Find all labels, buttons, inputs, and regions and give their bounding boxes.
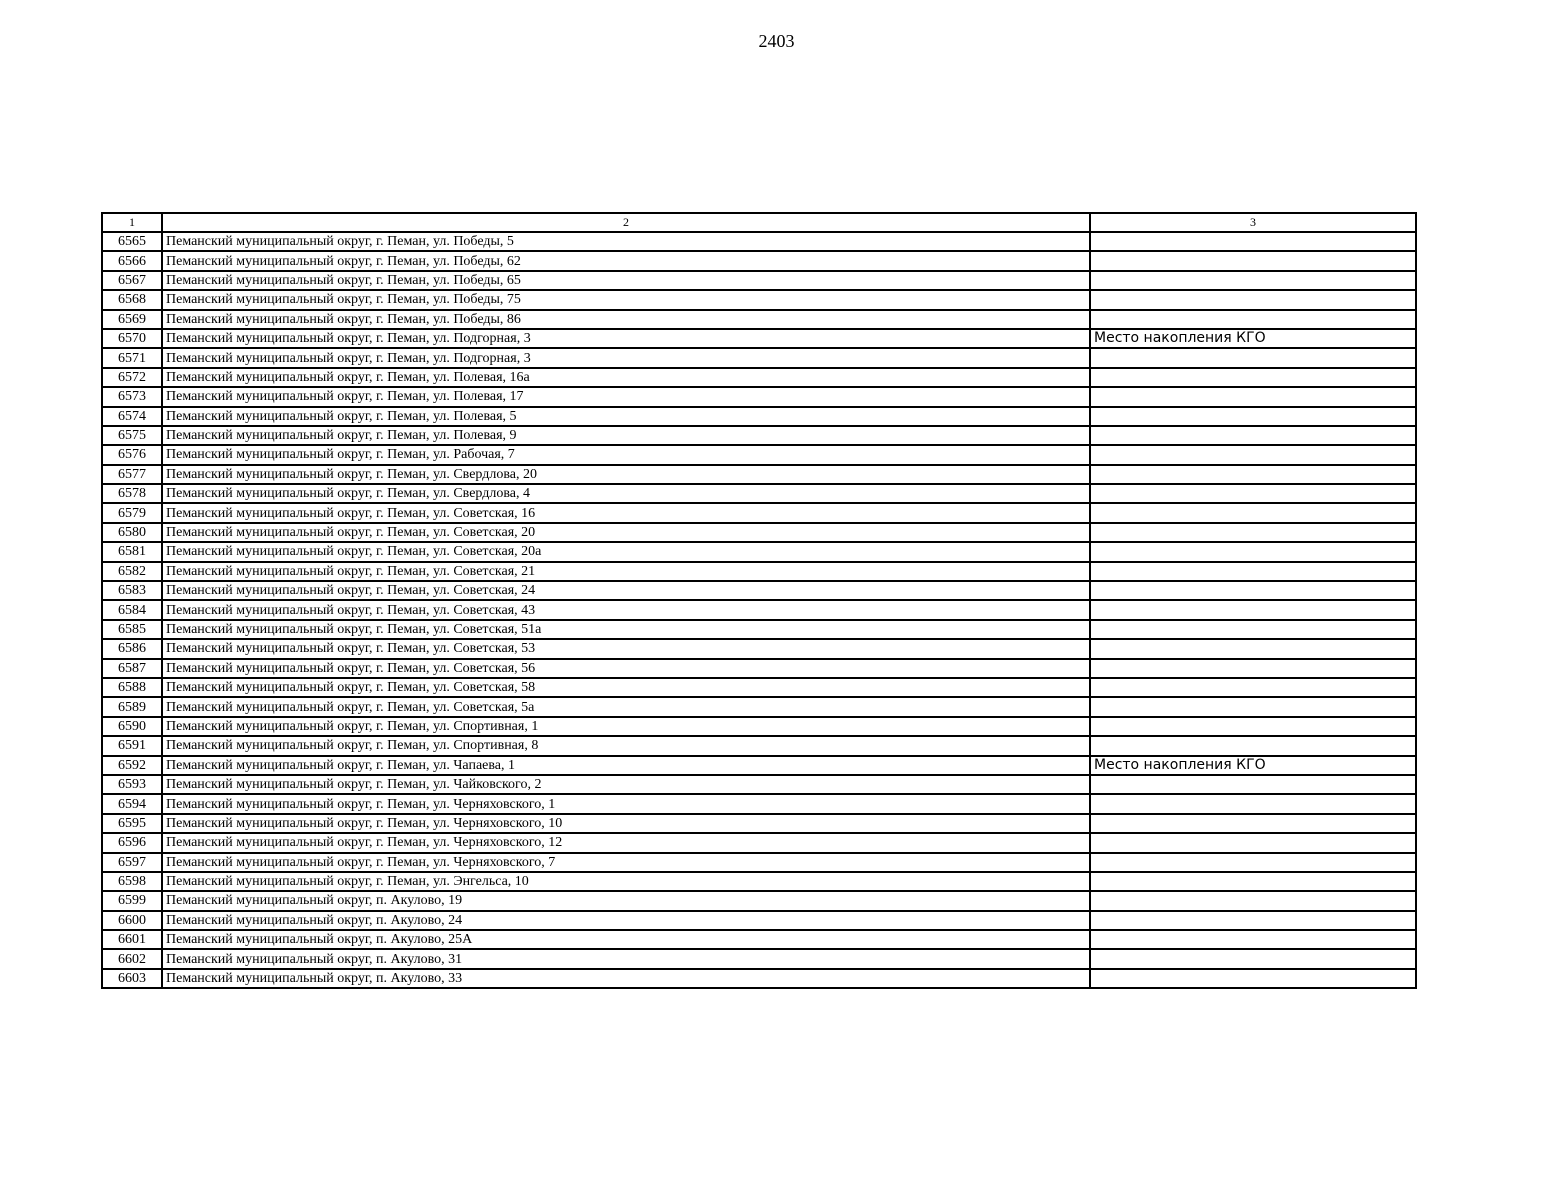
table-row bbox=[102, 581, 1416, 600]
row-number-cell: 6600 bbox=[102, 911, 162, 930]
note-cell bbox=[1090, 814, 1416, 833]
row-number-cell: 6582 bbox=[102, 562, 162, 581]
address-cell: Пеманский муниципальный округ, г. Пеман, ул. Полевая, 5 bbox=[162, 407, 1090, 426]
note-cell bbox=[1090, 872, 1416, 891]
note-cell bbox=[1090, 600, 1416, 619]
table-row bbox=[102, 562, 1416, 581]
table-row bbox=[102, 600, 1416, 619]
address-cell: Пеманский муниципальный округ, г. Пеман, ул. Спортивная, 1 bbox=[162, 717, 1090, 736]
row-number-cell: 6595 bbox=[102, 814, 162, 833]
row-number-cell: 6568 bbox=[102, 290, 162, 309]
row-number-cell: 6577 bbox=[102, 465, 162, 484]
row-number-cell: 6591 bbox=[102, 736, 162, 755]
table-row bbox=[102, 407, 1416, 426]
address-cell: Пеманский муниципальный округ, г. Пеман, ул. Советская, 56 bbox=[162, 659, 1090, 678]
table-row bbox=[102, 232, 1416, 251]
table-row bbox=[102, 387, 1416, 406]
address-cell: Пеманский муниципальный округ, г. Пеман, ул. Советская, 51а bbox=[162, 620, 1090, 639]
table-row bbox=[102, 717, 1416, 736]
address-cell: Пеманский муниципальный округ, г. Пеман, ул. Энгельса, 10 bbox=[162, 872, 1090, 891]
row-number-cell: 6584 bbox=[102, 600, 162, 619]
table-row bbox=[102, 891, 1416, 910]
address-cell: Пеманский муниципальный округ, г. Пеман, ул. Полевая, 17 bbox=[162, 387, 1090, 406]
registry-table bbox=[101, 212, 1417, 989]
table-row bbox=[102, 503, 1416, 522]
table-row bbox=[102, 775, 1416, 794]
row-number-cell: 6594 bbox=[102, 794, 162, 813]
address-cell: Пеманский муниципальный округ, г. Пеман, ул. Черняховского, 7 bbox=[162, 853, 1090, 872]
table-row bbox=[102, 949, 1416, 968]
note-cell bbox=[1090, 503, 1416, 522]
note-cell bbox=[1090, 678, 1416, 697]
table-row bbox=[102, 542, 1416, 561]
address-cell: Пеманский муниципальный округ, г. Пеман, ул. Полевая, 16а bbox=[162, 368, 1090, 387]
row-number-cell: 6588 bbox=[102, 678, 162, 697]
row-number-cell: 6583 bbox=[102, 581, 162, 600]
note-cell bbox=[1090, 426, 1416, 445]
table-row bbox=[102, 794, 1416, 813]
note-cell bbox=[1090, 639, 1416, 658]
note-cell bbox=[1090, 949, 1416, 968]
table-row bbox=[102, 465, 1416, 484]
row-number-cell: 6599 bbox=[102, 891, 162, 910]
note-cell bbox=[1090, 659, 1416, 678]
note-cell bbox=[1090, 736, 1416, 755]
note-cell bbox=[1090, 407, 1416, 426]
note-cell bbox=[1090, 542, 1416, 561]
note-cell bbox=[1090, 581, 1416, 600]
address-cell: Пеманский муниципальный округ, п. Акулово, 25А bbox=[162, 930, 1090, 949]
note-cell: Место накопления КГО bbox=[1090, 756, 1416, 775]
note-cell bbox=[1090, 794, 1416, 813]
note-cell bbox=[1090, 930, 1416, 949]
table-row bbox=[102, 310, 1416, 329]
address-cell: Пеманский муниципальный округ, г. Пеман, ул. Черняховского, 12 bbox=[162, 833, 1090, 852]
note-cell bbox=[1090, 775, 1416, 794]
note-cell bbox=[1090, 387, 1416, 406]
address-cell: Пеманский муниципальный округ, г. Пеман, ул. Свердлова, 20 bbox=[162, 465, 1090, 484]
row-number-cell: 6570 bbox=[102, 329, 162, 348]
address-cell: Пеманский муниципальный округ, г. Пеман, ул. Подгорная, 3 bbox=[162, 348, 1090, 367]
table-row bbox=[102, 445, 1416, 464]
row-number-cell: 6589 bbox=[102, 697, 162, 716]
note-cell bbox=[1090, 310, 1416, 329]
address-cell: Пеманский муниципальный округ, г. Пеман, ул. Советская, 21 bbox=[162, 562, 1090, 581]
note-cell bbox=[1090, 717, 1416, 736]
address-cell: Пеманский муниципальный округ, г. Пеман, ул. Черняховского, 1 bbox=[162, 794, 1090, 813]
address-cell: Пеманский муниципальный округ, г. Пеман, ул. Победы, 86 bbox=[162, 310, 1090, 329]
note-cell bbox=[1090, 465, 1416, 484]
row-number-cell: 6576 bbox=[102, 445, 162, 464]
table-row bbox=[102, 620, 1416, 639]
address-cell: Пеманский муниципальный округ, г. Пеман, ул. Подгорная, 3 bbox=[162, 329, 1090, 348]
table-row bbox=[102, 329, 1416, 348]
row-number-cell: 6569 bbox=[102, 310, 162, 329]
row-number-cell: 6571 bbox=[102, 348, 162, 367]
address-cell: Пеманский муниципальный округ, г. Пеман, ул. Свердлова, 4 bbox=[162, 484, 1090, 503]
row-number-cell: 6566 bbox=[102, 251, 162, 270]
address-cell: Пеманский муниципальный округ, г. Пеман, ул. Советская, 16 bbox=[162, 503, 1090, 522]
note-cell bbox=[1090, 697, 1416, 716]
address-cell: Пеманский муниципальный округ, г. Пеман, ул. Советская, 53 bbox=[162, 639, 1090, 658]
column-header-address: 2 bbox=[162, 213, 1090, 232]
address-cell: Пеманский муниципальный округ, г. Пеман, ул. Победы, 62 bbox=[162, 251, 1090, 270]
note-cell bbox=[1090, 271, 1416, 290]
table-row bbox=[102, 271, 1416, 290]
note-cell bbox=[1090, 523, 1416, 542]
row-number-cell: 6596 bbox=[102, 833, 162, 852]
table-row bbox=[102, 484, 1416, 503]
table-row bbox=[102, 911, 1416, 930]
table-row bbox=[102, 659, 1416, 678]
address-cell: Пеманский муниципальный округ, г. Пеман, ул. Спортивная, 8 bbox=[162, 736, 1090, 755]
column-header-number: 1 bbox=[102, 213, 162, 232]
address-cell: Пеманский муниципальный округ, г. Пеман, ул. Советская, 5а bbox=[162, 697, 1090, 716]
row-number-cell: 6575 bbox=[102, 426, 162, 445]
row-number-cell: 6597 bbox=[102, 853, 162, 872]
address-cell: Пеманский муниципальный округ, п. Акулово, 19 bbox=[162, 891, 1090, 910]
address-cell: Пеманский муниципальный округ, г. Пеман, ул. Черняховского, 10 bbox=[162, 814, 1090, 833]
page-number: 2403 bbox=[758, 31, 795, 51]
row-number-cell: 6590 bbox=[102, 717, 162, 736]
table-row bbox=[102, 251, 1416, 270]
row-number-cell: 6565 bbox=[102, 232, 162, 251]
note-cell bbox=[1090, 833, 1416, 852]
table-row bbox=[102, 814, 1416, 833]
row-number-cell: 6593 bbox=[102, 775, 162, 794]
row-number-cell: 6580 bbox=[102, 523, 162, 542]
address-cell: Пеманский муниципальный округ, п. Акулово, 33 bbox=[162, 969, 1090, 988]
address-cell: Пеманский муниципальный округ, п. Акулово, 24 bbox=[162, 911, 1090, 930]
table-row bbox=[102, 290, 1416, 309]
row-number-cell: 6598 bbox=[102, 872, 162, 891]
row-number-cell: 6602 bbox=[102, 949, 162, 968]
address-cell: Пеманский муниципальный округ, г. Пеман, ул. Победы, 75 bbox=[162, 290, 1090, 309]
row-number-cell: 6601 bbox=[102, 930, 162, 949]
note-cell bbox=[1090, 348, 1416, 367]
note-cell bbox=[1090, 891, 1416, 910]
note-cell bbox=[1090, 290, 1416, 309]
address-cell: Пеманский муниципальный округ, г. Пеман, ул. Победы, 65 bbox=[162, 271, 1090, 290]
address-cell: Пеманский муниципальный округ, г. Пеман, ул. Чапаева, 1 bbox=[162, 756, 1090, 775]
address-cell: Пеманский муниципальный округ, п. Акулово, 31 bbox=[162, 949, 1090, 968]
table-row bbox=[102, 368, 1416, 387]
registry-table-body bbox=[102, 213, 1416, 988]
note-cell: Место накопления КГО bbox=[1090, 329, 1416, 348]
table-row bbox=[102, 736, 1416, 755]
table-row bbox=[102, 639, 1416, 658]
address-cell: Пеманский муниципальный округ, г. Пеман, ул. Советская, 20а bbox=[162, 542, 1090, 561]
column-header-note: 3 bbox=[1090, 213, 1416, 232]
table-row bbox=[102, 756, 1416, 775]
address-cell: Пеманский муниципальный округ, г. Пеман, ул. Советская, 43 bbox=[162, 600, 1090, 619]
row-number-cell: 6574 bbox=[102, 407, 162, 426]
row-number-cell: 6585 bbox=[102, 620, 162, 639]
address-cell: Пеманский муниципальный округ, г. Пеман, ул. Чайковского, 2 bbox=[162, 775, 1090, 794]
table-row bbox=[102, 853, 1416, 872]
row-number-cell: 6603 bbox=[102, 969, 162, 988]
address-cell: Пеманский муниципальный округ, г. Пеман, ул. Советская, 20 bbox=[162, 523, 1090, 542]
table-row bbox=[102, 833, 1416, 852]
note-cell bbox=[1090, 853, 1416, 872]
note-cell bbox=[1090, 251, 1416, 270]
row-number-cell: 6581 bbox=[102, 542, 162, 561]
note-cell bbox=[1090, 562, 1416, 581]
address-cell: Пеманский муниципальный округ, г. Пеман, ул. Победы, 5 bbox=[162, 232, 1090, 251]
note-cell bbox=[1090, 445, 1416, 464]
table-row bbox=[102, 930, 1416, 949]
note-cell bbox=[1090, 368, 1416, 387]
row-number-cell: 6567 bbox=[102, 271, 162, 290]
address-cell: Пеманский муниципальный округ, г. Пеман, ул. Советская, 24 bbox=[162, 581, 1090, 600]
address-cell: Пеманский муниципальный округ, г. Пеман, ул. Рабочая, 7 bbox=[162, 445, 1090, 464]
row-number-cell: 6573 bbox=[102, 387, 162, 406]
row-number-cell: 6592 bbox=[102, 756, 162, 775]
table-row bbox=[102, 678, 1416, 697]
table-row bbox=[102, 872, 1416, 891]
note-cell bbox=[1090, 620, 1416, 639]
row-number-cell: 6572 bbox=[102, 368, 162, 387]
note-cell bbox=[1090, 969, 1416, 988]
row-number-cell: 6587 bbox=[102, 659, 162, 678]
note-cell bbox=[1090, 911, 1416, 930]
table-row bbox=[102, 348, 1416, 367]
table-row bbox=[102, 426, 1416, 445]
table-row bbox=[102, 697, 1416, 716]
row-number-cell: 6586 bbox=[102, 639, 162, 658]
row-number-cell: 6578 bbox=[102, 484, 162, 503]
address-cell: Пеманский муниципальный округ, г. Пеман, ул. Полевая, 9 bbox=[162, 426, 1090, 445]
address-cell: Пеманский муниципальный округ, г. Пеман, ул. Советская, 58 bbox=[162, 678, 1090, 697]
table-row bbox=[102, 969, 1416, 988]
table-header-row bbox=[102, 213, 1416, 232]
note-cell bbox=[1090, 484, 1416, 503]
row-number-cell: 6579 bbox=[102, 503, 162, 522]
note-cell bbox=[1090, 232, 1416, 251]
table-row bbox=[102, 523, 1416, 542]
